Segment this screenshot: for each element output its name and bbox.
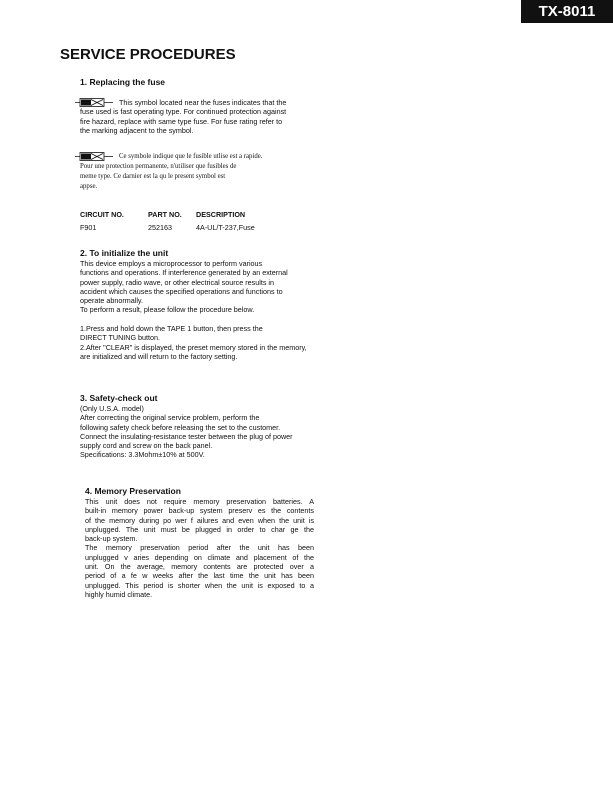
section-3-heading: 3. Safety-check out bbox=[80, 393, 158, 403]
initialize-description: This device employs a microprocessor to perform various functions and operations. If interference generated by an external power supply, radio wave, or other electrical source results in accident which causes the specified operations and functions to operate abnormally. To perform a result, please follow the procedure below. bbox=[80, 259, 288, 315]
memory-preservation-text: This unit does not require memory preservation batteries. A built-in memory power back-up system preserv es the contents of the memory during po wer f ailures and even when the unit is unplugged. The unit must be plugged in order to char ge the back-up system. The memory preservation period after the unit has been unplugged v aries depending on climate and placement of the unit. On the average, memory contents are protected over a period of a fe w weeks after the last time the unit has been unplugged. This period is shorter when the unit is exposed to a highly humid climate. bbox=[85, 497, 314, 599]
fuse-note-english: This symbol located near the fuses indicates that the fuse used is fast operating type. For continued protection against fire hazard, replace with same type fuse. For fuse rating refer to the marking adjacent to the symbol. bbox=[80, 98, 287, 135]
table-header-row bbox=[80, 208, 255, 221]
table-cell: F901 bbox=[80, 223, 97, 232]
safety-check-text: (Only U.S.A. model) After correcting the original service problem, perform the following safety check before releasing the set to the customer. Connect the insulating-resistance tester between the plug of power supply cord and screw on the back panel. Specifications: 3.3Mohm±10% at 500V. bbox=[80, 404, 293, 460]
column-header: CIRCUIT NO. bbox=[80, 210, 124, 219]
table-row bbox=[80, 221, 255, 234]
model-number-badge: TX-8011 bbox=[521, 0, 613, 23]
column-header: DESCRIPTION bbox=[196, 210, 246, 219]
section-2-heading: 2. To initialize the unit bbox=[80, 248, 169, 258]
section-1-heading: 1. Replacing the fuse bbox=[80, 77, 166, 87]
section-4-heading: 4. Memory Preservation bbox=[85, 486, 181, 496]
page-title: SERVICE PROCEDURES bbox=[60, 46, 236, 63]
fuse-note-french: Ce symbole indique que le fusible utlise est a rapide. Pour une protection permanente, n'utiliser que fusibles de meme type. Ce darnier est la qu le present symbol est appse. bbox=[80, 153, 263, 190]
initialize-steps: 1.Press and hold down the TAPE 1 button, then press the DIRECT TUNING button. 2.After "CLEAR" is displayed, the preset memory stored in the memory, are initialized and will return to the factory setting. bbox=[80, 324, 307, 361]
table-cell: 4A-UL/T-237,Fuse bbox=[196, 223, 255, 232]
table-cell: 252163 bbox=[148, 223, 172, 232]
fuse-parts-table bbox=[80, 208, 255, 234]
column-header: PART NO. bbox=[148, 210, 182, 219]
